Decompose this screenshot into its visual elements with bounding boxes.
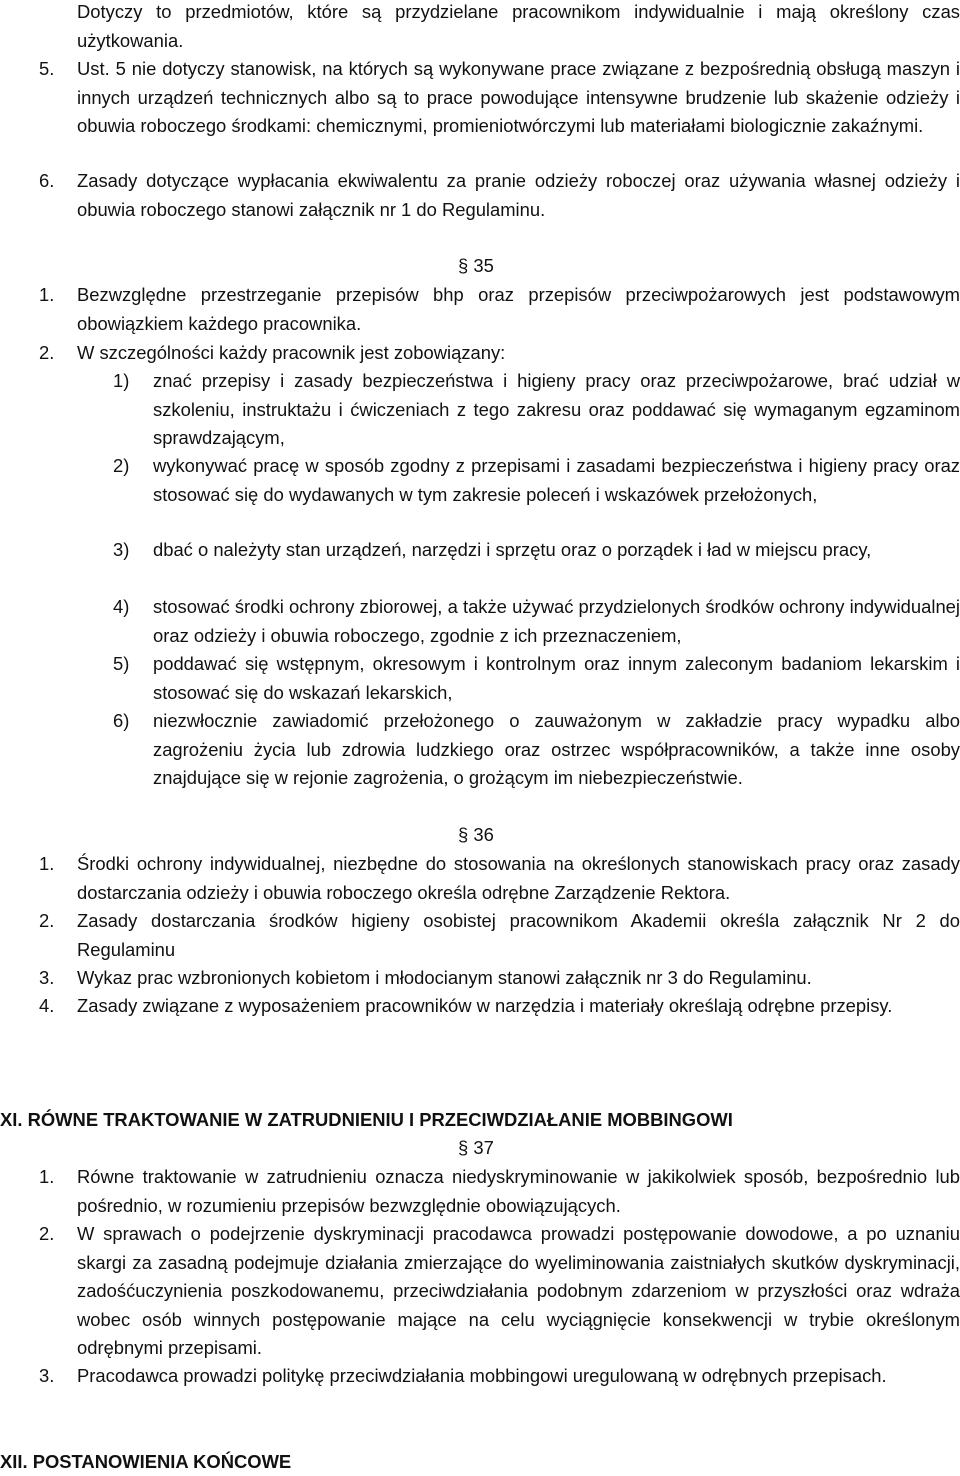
- paragraph-text: Środki ochrony indywidualnej, niezbędne do stosowania na określonych stanowiskach pracy oraz zasady dostarczania odzieży i obuwia roboczego określa odrębne Zarządzenie Rektora.: [77, 853, 960, 903]
- paragraph-number: 1.: [39, 1166, 55, 1187]
- s35-item-6: [113, 707, 960, 793]
- s35-item-1: [113, 367, 960, 453]
- paragraph-number: 2.: [39, 1223, 55, 1244]
- paragraph-text: Wykaz prac wzbronionych kobietom i młodocianym stanowi załącznik nr 3 do Regulaminu.: [77, 967, 812, 988]
- paragraph-text: Zasady dostarczania środków higieny osobistej pracownikom Akademii określa załącznik Nr 2 do Regulaminu: [77, 910, 960, 960]
- paragraph-text: W sprawach o podejrzenie dyskryminacji pracodawca prowadzi postępowanie dowodowe, a po uznaniu skargi za zasadną podejmuje działania zmierzające do wyeliminowania zaistniałych skutków dyskryminacji, zadośćuczynienia poszkodowanemu, przeciwdziałania podobnym zdarzeniom w przyszłości oraz wdraża wobec osób winnych postępowanie mające na celu wyciągnięcie konsekwencji w trybie określonym odrębnymi przepisami.: [77, 1223, 960, 1358]
- item-text: dbać o należyty stan urządzeń, narzędzi i sprzętu oraz o porządek i ład w miejscu pracy,: [153, 539, 872, 560]
- paragraph-text: W szczególności każdy pracownik jest zobowiązany:: [77, 342, 506, 363]
- item-text: poddawać się wstępnym, okresowym i kontrolnym oraz innym zaleconym badaniom lekarskim i stosować się do wskazań lekarskich,: [153, 653, 960, 703]
- section-label-36: § 36: [458, 824, 494, 845]
- item-text: stosować środki ochrony zbiorowej, a także używać przydzielonych środków ochrony indywidualnej oraz odzieży i obuwia roboczego, zgodnie z ich przeznaczeniem,: [153, 596, 960, 646]
- item-text: wykonywać pracę w sposób zgodny z przepisami i zasadami bezpieczeństwa i higieny pracy oraz stosować się do wydawanych w tym zakresie poleceń i wskazówek przełożonych,: [153, 455, 960, 505]
- s37-paragraph-2: [39, 1220, 960, 1363]
- item-number: 1): [113, 370, 130, 391]
- section-label-35: § 35: [458, 255, 494, 276]
- s35-item-3: [113, 536, 960, 565]
- item-number: 3): [113, 539, 130, 560]
- paragraph-text: Pracodawca prowadzi politykę przeciwdziałania mobbingowi uregulowaną w odrębnych przepisach.: [77, 1365, 887, 1386]
- s36-paragraph-1: [39, 850, 960, 907]
- s37-paragraph-3: [39, 1362, 960, 1391]
- s35-paragraph-1: [39, 281, 960, 338]
- paragraph-number: 1.: [39, 284, 55, 305]
- paragraph-text: Dotyczy to przedmiotów, które są przydzielane pracownikom indywidualnie i mają określony czas użytkowania.: [77, 1, 960, 51]
- paragraph-text: Zasady związane z wyposażeniem pracowników w narzędzia i materiały określają odrębne przepisy.: [77, 995, 893, 1016]
- paragraph-number: 1.: [39, 853, 55, 874]
- paragraph-text: Zasady dotyczące wypłacania ekwiwalentu za pranie odzieży roboczej oraz używania własnej odzieży i obuwia roboczego stanowi załącznik nr 1 do Regulaminu.: [77, 170, 960, 220]
- item-number: 6): [113, 710, 130, 731]
- paragraph-number: 4.: [39, 995, 55, 1016]
- item-number: 5): [113, 653, 130, 674]
- item-number: 2): [113, 455, 130, 476]
- paragraph-text: Ust. 5 nie dotyczy stanowisk, na których są wykonywane prace związane z bezpośrednią obsługą maszyn i innych urządzeń technicznych albo są to prace powodujące intensywne brudzenie lub skażenie odzieży i obuwia roboczego środkami: chemicznymi, promieniotwórczymi lub materiałami biologicznie zakaźnymi.: [77, 58, 960, 136]
- item-text: niezwłocznie zawiadomić przełożonego o zauważonym w zakładzie pracy wypadku albo zagrożeniu życia lub zdrowia ludzkiego oraz ostrzec współpracowników, a także inne osoby znajdujące się w rejonie zagrożenia, o grożącym im niebezpieczeństwie.: [153, 710, 960, 788]
- paragraph-number: 2.: [39, 342, 55, 363]
- s36-paragraph-3: [39, 964, 960, 993]
- chapter-heading-xi: XI. RÓWNE TRAKTOWANIE W ZATRUDNIENIU I PRZECIWDZIAŁANIE MOBBINGOWI: [0, 1109, 733, 1130]
- paragraph-number: 3.: [39, 1365, 55, 1386]
- item-text: znać przepisy i zasady bezpieczeństwa i higieny pracy oraz przeciwpożarowe, brać udział w szkoleniu, instruktażu i ćwiczeniach z tego zakresu oraz poddawać się wymaganym egzaminom sprawdzającym,: [153, 370, 960, 448]
- s35-paragraph-2: [39, 339, 960, 368]
- paragraph-number: 5.: [39, 58, 55, 79]
- paragraph-text: Równe traktowanie w zatrudnieniu oznacza niedyskryminowanie w jakikolwiek sposób, bezpośrednio lub pośrednio, w rozumieniu przepisów bezwzględnie obowiązujących.: [77, 1166, 960, 1216]
- paragraph-number: 3.: [39, 967, 55, 988]
- paragraph-5: [39, 55, 960, 141]
- section-label-37: § 37: [458, 1137, 494, 1158]
- s36-paragraph-2: [39, 907, 960, 964]
- s37-paragraph-1: [39, 1163, 960, 1220]
- paragraph-number: 6.: [39, 170, 55, 191]
- paragraph-continuation: [77, 0, 960, 55]
- paragraph-number: 2.: [39, 910, 55, 931]
- s35-item-4: [113, 593, 960, 650]
- item-number: 4): [113, 596, 130, 617]
- paragraph-6: [39, 167, 960, 224]
- s35-item-2: [113, 452, 960, 509]
- s36-paragraph-4: [39, 992, 960, 1021]
- chapter-heading-xii: XII. POSTANOWIENIA KOŃCOWE: [0, 1451, 292, 1472]
- paragraph-text: Bezwzględne przestrzeganie przepisów bhp oraz przepisów przeciwpożarowych jest podstawowym obowiązkiem każdego pracownika.: [77, 284, 960, 334]
- s35-item-5: [113, 650, 960, 707]
